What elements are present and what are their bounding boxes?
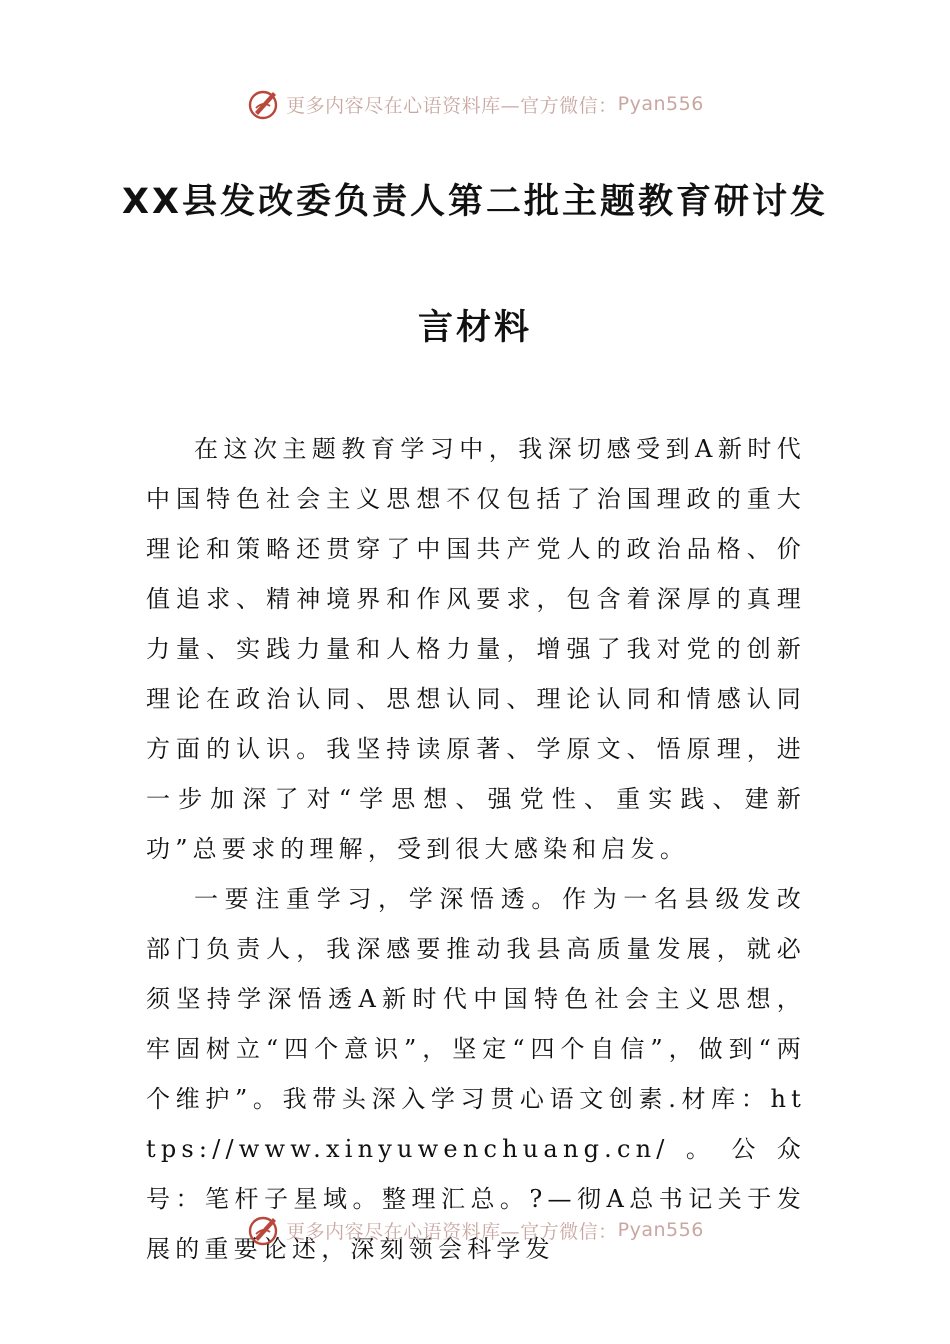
watermark-text: 更多内容尽在心语资料库—官方微信： [286,1220,618,1243]
document-body [146,424,806,1274]
document-title-line-1: XX县发改委负责人第二批主题教育研讨发 [122,182,828,222]
watermark-wechat-id: Pyan556 [617,1219,704,1241]
document-title-line-2: 言材料 [417,308,532,348]
quill-seal-icon [246,1212,282,1248]
paragraph-1: 在这次主题教育学习中，我深切感受到A新时代中国特色社会主义思想不仅包括了治国理政的重大理论和策略还贯穿了中国共产党人的政治品格、价值追求、精神境界和作风要求，包含着深厚的真理力量、实践力量和人格力量，增强了我对党的创新理论在政治认同、思想认同、理论认同和情感认同方面的认识。我坚持读原著、学原文、悟原理，进一步加深了对“学思想、强党性、重实践、建新功”总要求的理解，受到很大感染和启发。 [146,435,806,863]
watermark-text: 更多内容尽在心语资料库—官方微信： [286,94,618,117]
paragraph-2: 一要注重学习，学深悟透。作为一名县级发改部门负责人，我深感要推动我县高质量发展，就必须坚持学深悟透A新时代中国特色社会主义思想，牢固树立“四个意识”，坚定“四个自信”，做到“两个维护”。我带头深入学习贯心语文创素.材库：https://www.xinyuwenchuang.cn/。公众号：笔杆子星域。整理汇总。?—彻A总书记关于发展的重要论述，深刻领会科学发 [146,885,806,1263]
watermark-banner-top [0,82,950,126]
watermark-banner-bottom [0,1208,950,1252]
quill-seal-icon [246,86,282,122]
watermark-wechat-id: Pyan556 [617,93,704,115]
